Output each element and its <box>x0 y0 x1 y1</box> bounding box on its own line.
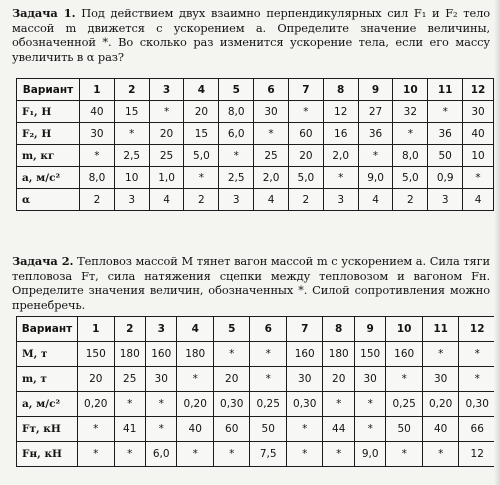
table-cell: 180 <box>114 342 145 367</box>
table-row <box>17 167 494 189</box>
table-cell: * <box>422 342 459 367</box>
task-2-table <box>16 316 496 467</box>
column-header-6: 6 <box>250 317 287 342</box>
column-header-9: 9 <box>358 79 393 101</box>
table-cell: 6,0 <box>219 123 254 145</box>
column-header-1: 1 <box>78 317 115 342</box>
table-cell: 50 <box>250 417 287 442</box>
row-label: a, м/с² <box>17 167 80 189</box>
table-cell: * <box>288 101 323 123</box>
table-cell: 3 <box>219 189 254 211</box>
table-cell: 3 <box>428 189 463 211</box>
table-cell: * <box>78 442 115 467</box>
table-cell: * <box>177 442 214 467</box>
table-cell: * <box>386 442 423 467</box>
table-cell: * <box>323 167 358 189</box>
table-cell: * <box>114 123 149 145</box>
table-cell: 20 <box>184 101 219 123</box>
table-cell: 20 <box>149 123 184 145</box>
table-cell: 4 <box>463 189 494 211</box>
table-cell: 30 <box>354 367 385 392</box>
table-cell: 2,5 <box>219 167 254 189</box>
table-cell: 0,20 <box>177 392 214 417</box>
table-cell: 9,0 <box>358 167 393 189</box>
table-cell: 50 <box>386 417 423 442</box>
table-cell: 160 <box>145 342 176 367</box>
table-cell: 41 <box>114 417 145 442</box>
table-cell: * <box>145 392 176 417</box>
task-2-block <box>12 254 490 312</box>
column-header-6: 6 <box>254 79 289 101</box>
table-cell: 150 <box>354 342 385 367</box>
table-cell: 25 <box>149 145 184 167</box>
table-cell: 30 <box>286 367 323 392</box>
table-cell: 20 <box>213 367 250 392</box>
table-cell: 32 <box>393 101 428 123</box>
table-cell: * <box>323 442 354 467</box>
table-cell: 8,0 <box>80 167 115 189</box>
table-cell: 44 <box>323 417 354 442</box>
table-cell: 27 <box>358 101 393 123</box>
table-cell: * <box>286 442 323 467</box>
column-header-5: 5 <box>219 79 254 101</box>
task-2-statement <box>12 254 490 312</box>
column-header-11: 11 <box>422 317 459 342</box>
table-row <box>17 442 496 467</box>
table-cell: 1,0 <box>149 167 184 189</box>
page-edge-shadow <box>494 0 500 485</box>
table-cell: * <box>219 145 254 167</box>
table-cell: 2 <box>393 189 428 211</box>
table-cell: 0,30 <box>286 392 323 417</box>
table-cell: 8,0 <box>393 145 428 167</box>
table-cell: 4 <box>149 189 184 211</box>
column-header-8: 8 <box>323 79 358 101</box>
table-cell: 40 <box>80 101 115 123</box>
table-cell: * <box>463 167 494 189</box>
table-cell: 30 <box>145 367 176 392</box>
table-cell: 25 <box>114 367 145 392</box>
table-cell: * <box>177 367 214 392</box>
table-cell: * <box>393 123 428 145</box>
table-cell: 6,0 <box>145 442 176 467</box>
column-header-7: 7 <box>286 317 323 342</box>
column-header-variant: Вариант <box>17 317 78 342</box>
column-header-variant: Вариант <box>17 79 80 101</box>
table-cell: * <box>184 167 219 189</box>
table-cell: * <box>114 442 145 467</box>
row-label: m, т <box>17 367 78 392</box>
table-cell: * <box>422 442 459 467</box>
table-cell: * <box>213 442 250 467</box>
table-cell: 36 <box>428 123 463 145</box>
table-cell: 7,5 <box>250 442 287 467</box>
table-cell: 30 <box>422 367 459 392</box>
table-cell: 0,20 <box>422 392 459 417</box>
task-1-block <box>12 6 490 64</box>
table-cell: 15 <box>114 101 149 123</box>
table-cell: 30 <box>80 123 115 145</box>
row-label: Fт, кН <box>17 417 78 442</box>
column-header-11: 11 <box>428 79 463 101</box>
table-cell: 160 <box>286 342 323 367</box>
table-cell: 10 <box>114 167 149 189</box>
table-cell: 20 <box>288 145 323 167</box>
table-cell: * <box>459 367 496 392</box>
table-cell: 66 <box>459 417 496 442</box>
table-header-row <box>17 317 496 342</box>
table-cell: 2,0 <box>254 167 289 189</box>
table-cell: 0,25 <box>250 392 287 417</box>
table-header-row <box>17 79 494 101</box>
table-cell: 40 <box>422 417 459 442</box>
table-cell: * <box>354 417 385 442</box>
column-header-2: 2 <box>114 317 145 342</box>
table-cell: 0,25 <box>386 392 423 417</box>
table-cell: 5,0 <box>393 167 428 189</box>
table-cell: 12 <box>459 442 496 467</box>
table-cell: 8,0 <box>219 101 254 123</box>
table-cell: * <box>459 342 496 367</box>
row-label: a, м/с² <box>17 392 78 417</box>
task-2-heading: Задача 2. <box>12 254 74 268</box>
table-cell: 160 <box>386 342 423 367</box>
table-cell: 12 <box>323 101 358 123</box>
table-cell: 0,30 <box>213 392 250 417</box>
table-cell: 60 <box>213 417 250 442</box>
column-header-10: 10 <box>393 79 428 101</box>
table-cell: 0,20 <box>78 392 115 417</box>
table-cell: 0,30 <box>459 392 496 417</box>
table-cell: 4 <box>358 189 393 211</box>
task-1-text: Под действием двух взаимно перпендикулярных сил F₁ и F₂ тело массой m движется с ускорением a. Определите значение величины, обозначенной *. Во сколько раз изменится ускорение тела, если его массу увеличить в α раз? <box>12 6 490 64</box>
table-cell: 4 <box>254 189 289 211</box>
table-cell: * <box>254 123 289 145</box>
table-cell: 15 <box>184 123 219 145</box>
table-cell: * <box>149 101 184 123</box>
table-cell: 40 <box>177 417 214 442</box>
column-header-7: 7 <box>288 79 323 101</box>
table-row <box>17 367 496 392</box>
row-label: α <box>17 189 80 211</box>
table-cell: 3 <box>323 189 358 211</box>
table-cell: 20 <box>323 367 354 392</box>
table-cell: 2 <box>184 189 219 211</box>
table-cell: 180 <box>177 342 214 367</box>
table-row <box>17 342 496 367</box>
table-cell: 40 <box>463 123 494 145</box>
table-cell: 60 <box>288 123 323 145</box>
table-cell: 5,0 <box>288 167 323 189</box>
table-row <box>17 417 496 442</box>
table-cell: * <box>250 342 287 367</box>
table-cell: 30 <box>254 101 289 123</box>
table-cell: 10 <box>463 145 494 167</box>
table-cell: 30 <box>463 101 494 123</box>
column-header-5: 5 <box>213 317 250 342</box>
table-cell: 180 <box>323 342 354 367</box>
table-cell: 2,5 <box>114 145 149 167</box>
row-label: M, т <box>17 342 78 367</box>
table-cell: 3 <box>114 189 149 211</box>
table-cell: * <box>250 367 287 392</box>
column-header-4: 4 <box>184 79 219 101</box>
table-row <box>17 145 494 167</box>
table-row <box>17 189 494 211</box>
table-cell: * <box>358 145 393 167</box>
column-header-1: 1 <box>80 79 115 101</box>
column-header-3: 3 <box>145 317 176 342</box>
column-header-2: 2 <box>114 79 149 101</box>
task-1-table <box>16 78 494 211</box>
table-cell: * <box>78 417 115 442</box>
row-label: Fн, кН <box>17 442 78 467</box>
column-header-12: 12 <box>463 79 494 101</box>
task-1-statement <box>12 6 490 64</box>
table-cell: * <box>286 417 323 442</box>
column-header-4: 4 <box>177 317 214 342</box>
table-row <box>17 101 494 123</box>
table-cell: 9,0 <box>354 442 385 467</box>
table-cell: * <box>145 417 176 442</box>
table-cell: 5,0 <box>184 145 219 167</box>
column-header-3: 3 <box>149 79 184 101</box>
table-cell: * <box>114 392 145 417</box>
table-cell: 150 <box>78 342 115 367</box>
table-cell: * <box>354 392 385 417</box>
table-cell: 2,0 <box>323 145 358 167</box>
table-cell: 36 <box>358 123 393 145</box>
column-header-10: 10 <box>386 317 423 342</box>
table-cell: 2 <box>288 189 323 211</box>
table-cell: * <box>80 145 115 167</box>
table-cell: 2 <box>80 189 115 211</box>
row-label: m, кг <box>17 145 80 167</box>
table-row <box>17 392 496 417</box>
table-cell: 25 <box>254 145 289 167</box>
row-label: F₁, Н <box>17 101 80 123</box>
task-2-text: Тепловоз массой M тянет вагон массой m с ускорением a. Сила тяги тепловоза Fт, сила натяжения сцепки между тепловозом и вагоном Fн. Определите значения величин, обозначенных *. Силой сопротивления можно пренебречь. <box>12 254 490 312</box>
table-cell: 20 <box>78 367 115 392</box>
row-label: F₂, Н <box>17 123 80 145</box>
table-cell: 0,9 <box>428 167 463 189</box>
table-cell: * <box>213 342 250 367</box>
table-cell: * <box>323 392 354 417</box>
table-cell: * <box>428 101 463 123</box>
table-cell: 50 <box>428 145 463 167</box>
column-header-8: 8 <box>323 317 354 342</box>
column-header-12: 12 <box>459 317 496 342</box>
task-1-heading: Задача 1. <box>12 6 76 20</box>
table-row <box>17 123 494 145</box>
column-header-9: 9 <box>354 317 385 342</box>
table-cell: 16 <box>323 123 358 145</box>
table-cell: * <box>386 367 423 392</box>
